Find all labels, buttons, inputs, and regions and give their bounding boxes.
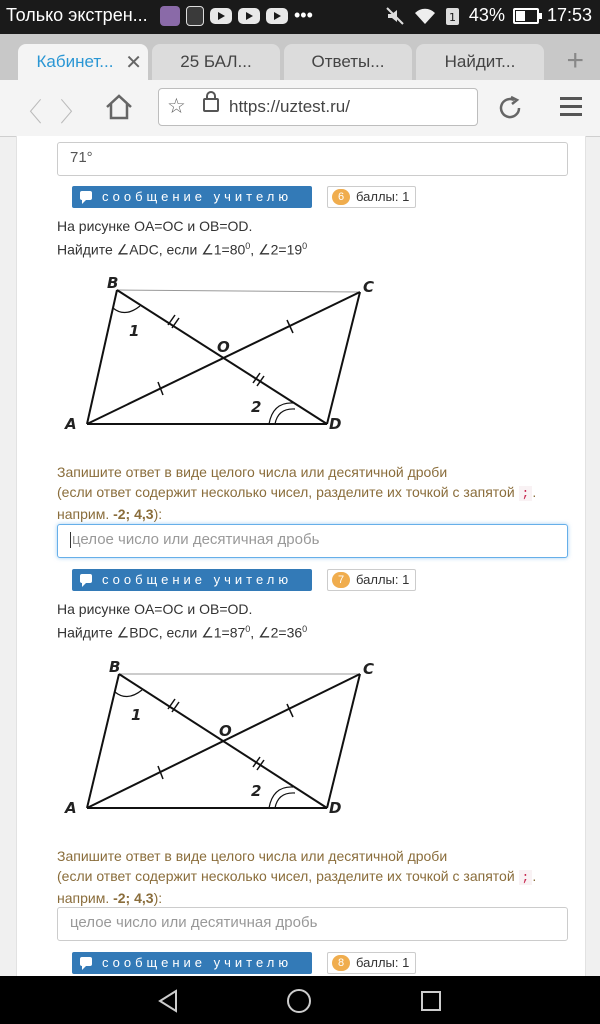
segment-ab [87, 674, 119, 808]
chat-icon [80, 574, 92, 583]
tab-label: Найдит... [444, 52, 516, 71]
angle-1-arc [113, 306, 140, 313]
clock: 17:53 [546, 5, 592, 25]
chat-icon [80, 957, 92, 966]
page-content [16, 136, 586, 976]
instruction-part: наприм. [57, 506, 114, 522]
tab-label: Ответы... [311, 52, 385, 71]
question-line-part: Найдите ∠BDC, если ∠1=87 [57, 624, 246, 641]
points-badge [327, 569, 416, 591]
question-line [57, 619, 307, 643]
tab-4[interactable] [416, 44, 544, 80]
geometry-figure [57, 272, 397, 436]
question-number: 8 [332, 955, 350, 971]
question-text [57, 216, 307, 260]
degree-sup: 0 [302, 624, 308, 634]
lock-icon [203, 98, 219, 112]
message-button-label: сообщение учителю [102, 572, 293, 587]
reload-icon[interactable] [496, 94, 524, 122]
message-teacher-button[interactable] [72, 186, 312, 208]
svg-text:1: 1 [448, 10, 456, 24]
answer-input[interactable] [57, 524, 568, 558]
angle-2-label: 2 [251, 782, 262, 800]
tab-3[interactable] [284, 44, 412, 80]
label-c: C [363, 660, 375, 678]
mute-icon [385, 6, 405, 26]
instruction-part: . [532, 868, 537, 884]
instruction-part: наприм. [57, 890, 114, 906]
angle-2-arc [275, 793, 295, 808]
segment-cd [327, 674, 360, 808]
message-teacher-button[interactable] [72, 569, 312, 591]
menu-icon[interactable] [560, 97, 582, 121]
chat-icon [80, 191, 92, 200]
tick-mark [168, 315, 175, 325]
instruction-line [57, 888, 577, 908]
app-notification-icon [160, 6, 180, 26]
separator-code: ; [519, 486, 533, 501]
text-caret [70, 532, 71, 548]
question-line [57, 236, 307, 260]
label-b: B [109, 658, 121, 676]
message-teacher-button[interactable] [72, 952, 312, 974]
youtube-icon [238, 8, 260, 24]
notification-text: Только экстрен... [6, 5, 148, 25]
angle-2-label: 2 [251, 398, 262, 416]
wifi-icon [413, 6, 437, 26]
label-o: O [219, 722, 232, 740]
example-text: -2; 4,3 [113, 890, 154, 906]
shield-icon [186, 6, 204, 26]
question-line-part: , ∠2=36 [250, 624, 303, 641]
url-text: https://uztest.ru/ [229, 97, 350, 116]
instruction-part: (если ответ содержит несколько чисел, разделите их точкой с запятой [57, 868, 515, 884]
instruction-part: . [532, 484, 537, 500]
tab-label: 25 БАЛ... [180, 52, 252, 71]
message-button-label: сообщение учителю [102, 955, 293, 970]
label-a: A [65, 799, 77, 817]
close-icon[interactable]: ✕ [125, 52, 142, 74]
battery-icon [513, 8, 539, 24]
geometry-figure [57, 656, 397, 820]
example-text: -2; 4,3 [113, 506, 154, 522]
question-line: На рисунке OA=OC и OB=OD. [57, 601, 253, 617]
question-number: 7 [332, 572, 350, 588]
points-badge [327, 186, 416, 208]
question-text [57, 599, 307, 643]
notification-icons [160, 6, 313, 26]
segment-cd [327, 292, 360, 424]
angle-1-label: 1 [131, 706, 142, 724]
angle-1-arc [115, 690, 142, 697]
angle-1-label: 1 [129, 322, 140, 340]
message-button-label: сообщение учителю [102, 189, 293, 204]
recents-square-icon[interactable] [420, 990, 442, 1012]
url-field[interactable] [158, 88, 478, 126]
address-bar [0, 80, 600, 137]
instruction-line [57, 504, 577, 524]
degree-sup: 0 [245, 241, 251, 251]
diagonal-bd [117, 290, 327, 424]
home-icon[interactable] [104, 92, 134, 122]
points-badge [327, 952, 416, 974]
degree-sup: 0 [302, 241, 308, 251]
tab-bar [0, 34, 600, 80]
instruction-line [57, 866, 577, 888]
question-number: 6 [332, 189, 350, 205]
angle-2-arc [269, 403, 293, 424]
diagonal-ac [87, 674, 360, 808]
status-bar [0, 0, 600, 34]
instruction-line: Запишите ответ в виде целого числа или десятичной дроби [57, 848, 448, 864]
label-o: O [217, 338, 230, 356]
back-icon[interactable]: 〈 [16, 97, 43, 127]
question-line: На рисунке OA=OC и OB=OD. [57, 218, 253, 234]
degree-sup: 0 [245, 624, 251, 634]
answer-value: 71° [70, 149, 93, 166]
tab-label: Кабинет... [36, 52, 114, 71]
answer-placeholder: целое число или десятичная дробь [70, 914, 318, 931]
question-line-part: Найдите ∠ADC, если ∠1=80 [57, 241, 246, 258]
instruction-part: (если ответ содержит несколько чисел, разделите их точкой с запятой [57, 484, 515, 500]
answer-input[interactable] [57, 907, 568, 941]
points-text: баллы: 1 [356, 572, 410, 587]
points-text: баллы: 1 [356, 955, 410, 970]
label-c: C [363, 278, 375, 296]
answer-input[interactable] [57, 142, 568, 176]
question-line-part: , ∠2=19 [250, 241, 303, 258]
home-circle-icon[interactable] [286, 988, 312, 1014]
youtube-icon [266, 8, 288, 24]
separator-code: ; [519, 870, 533, 885]
bookmark-star-icon[interactable]: ☆ [167, 95, 186, 118]
label-a: A [65, 415, 77, 433]
instruction-line [57, 482, 577, 504]
sim-icon [445, 6, 461, 26]
instruction-part: ): [153, 890, 163, 906]
points-text: баллы: 1 [356, 189, 410, 204]
more-dots-icon: ••• [294, 5, 313, 25]
label-b: B [107, 274, 119, 292]
system-nav-bar [0, 976, 600, 1024]
label-d: D [329, 415, 342, 433]
tab-cabinet[interactable] [18, 44, 148, 80]
youtube-icon [210, 8, 232, 24]
angle-2-arc [269, 787, 293, 808]
segment-ab [87, 290, 117, 424]
answer-placeholder: целое число или десятичная дробь [72, 531, 320, 548]
new-tab-plus-icon[interactable]: + [566, 44, 584, 77]
instruction-part: ): [153, 506, 163, 522]
battery-percent: 43% [468, 5, 505, 25]
forward-icon[interactable]: 〉 [60, 97, 87, 127]
answer-instructions [57, 846, 577, 908]
tick-mark [257, 760, 264, 770]
tab-2[interactable] [152, 44, 280, 80]
angle-2-arc [275, 409, 295, 424]
back-triangle-icon[interactable] [156, 989, 180, 1013]
instruction-line: Запишите ответ в виде целого числа или десятичной дроби [57, 464, 448, 480]
segment-bc [117, 290, 360, 292]
answer-instructions [57, 462, 577, 524]
label-d: D [329, 799, 342, 817]
